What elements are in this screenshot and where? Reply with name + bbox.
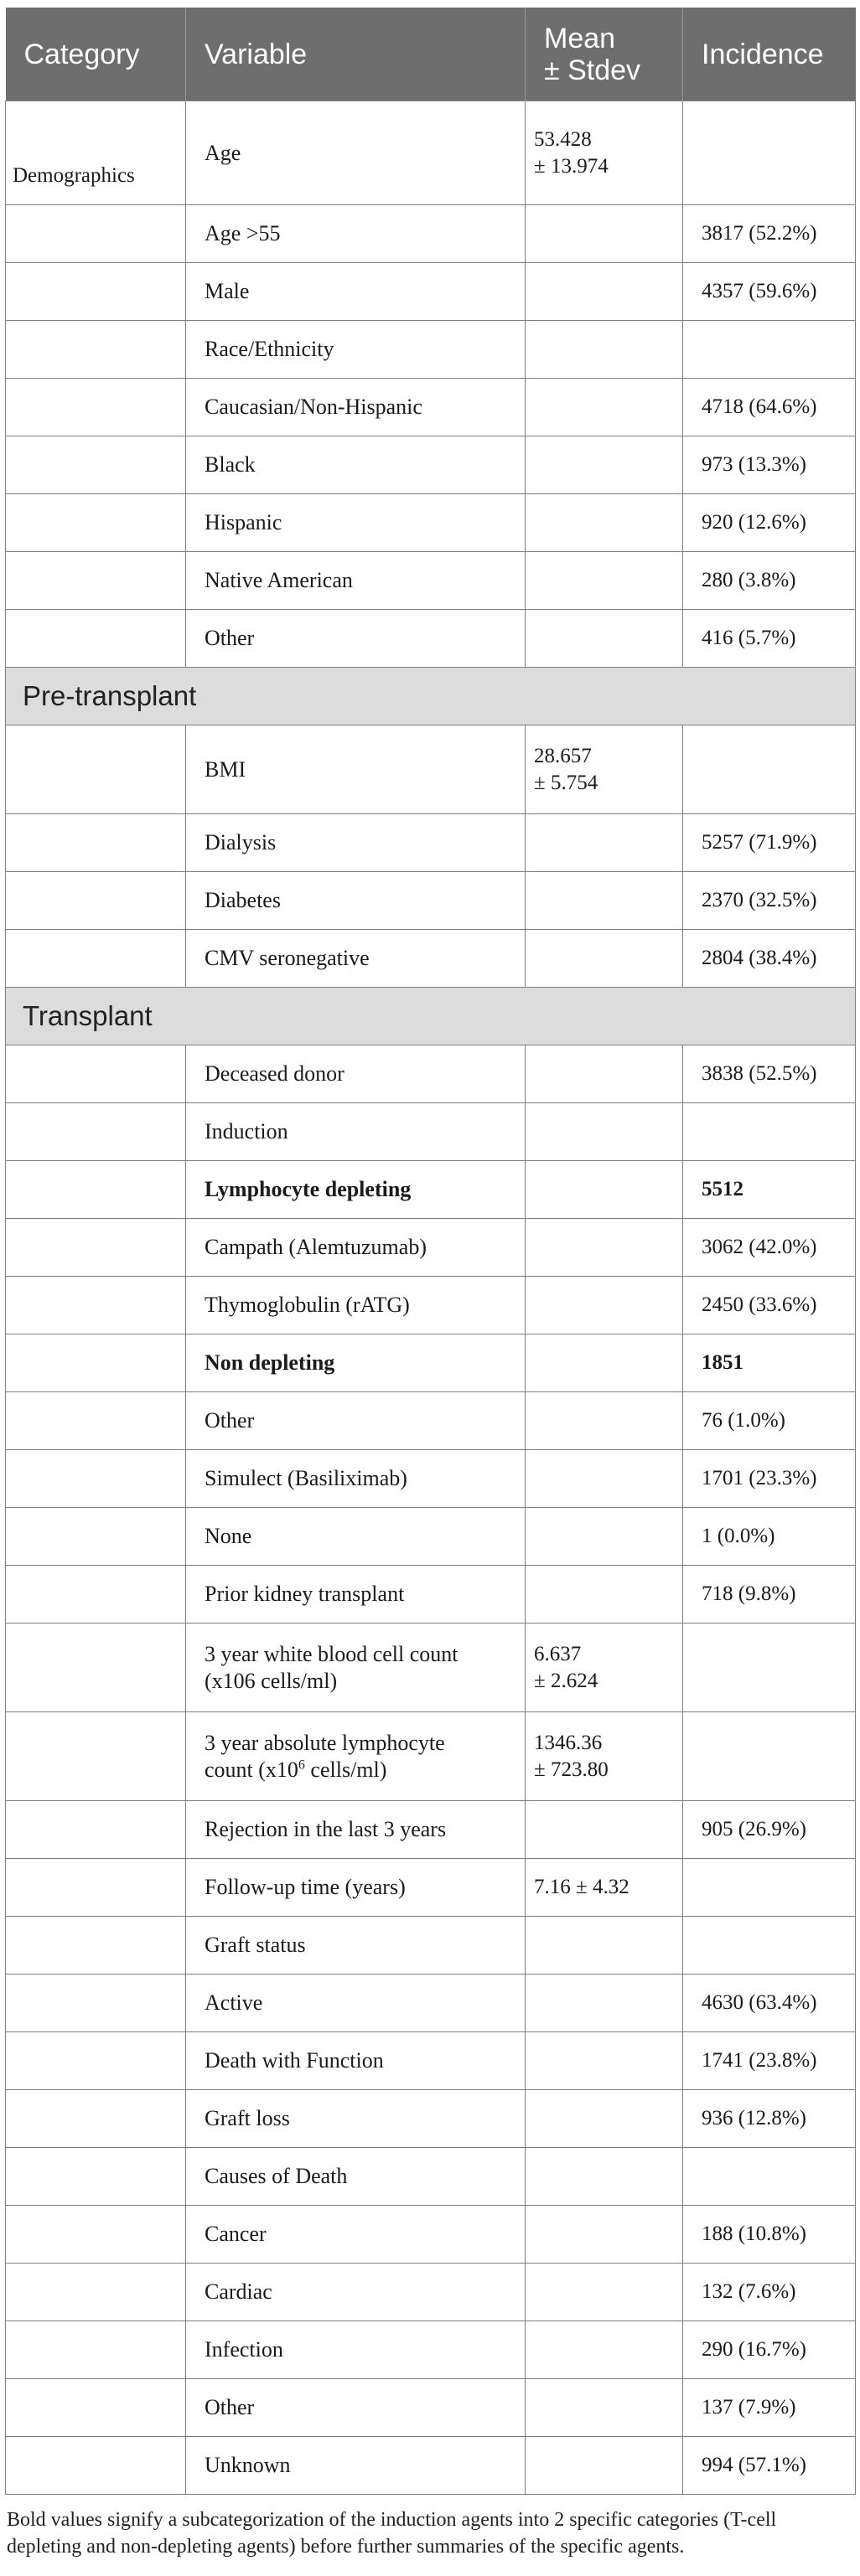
incidence-cell: 994 (57.1%) [683,2437,856,2495]
category-cell [6,725,186,814]
variable-cell: Diabetes [186,872,526,930]
category-cell [6,101,186,205]
mean-cell [526,1917,683,1975]
section-row-pretransplant [6,668,856,725]
incidence-cell: 718 (9.8%) [683,1566,856,1624]
table-row [6,725,856,814]
table-row [6,379,856,436]
table-row [6,1103,856,1161]
incidence-cell: 973 (13.3%) [683,436,856,494]
category-cell [6,1392,186,1450]
mean-value: 53.428 [534,127,592,151]
header-row [6,8,856,101]
mean-cell [526,725,683,814]
mean-cell [526,930,683,988]
variable-cell: Induction [186,1103,526,1161]
table-row [6,2379,856,2437]
mean-cell [526,1045,683,1103]
table-row [6,1045,856,1103]
mean-value: 6.637 [534,1642,582,1665]
stdev-value: ± 13.974 [534,154,609,178]
category-cell [6,1103,186,1161]
table-row [6,101,856,205]
variable-cell: Unknown [186,2437,526,2495]
incidence-cell-bold: 5512 [683,1161,856,1219]
incidence-cell: 920 (12.6%) [683,494,856,552]
category-cell [6,1219,186,1277]
incidence-cell: 3838 (52.5%) [683,1045,856,1103]
header-mean-line1: Mean [544,22,616,54]
variable-cell: Other [186,2379,526,2437]
variable-cell: Caucasian/Non-Hispanic [186,379,526,436]
variable-cell: Infection [186,2321,526,2379]
incidence-cell: 137 (7.9%) [683,2379,856,2437]
variable-cell: None [186,1508,526,1566]
table-row [6,2206,856,2264]
incidence-cell [683,1103,856,1161]
table-row [6,436,856,494]
table-row [6,1801,856,1859]
table-row [6,1859,856,1917]
category-cell [6,1450,186,1508]
incidence-cell: 936 (12.8%) [683,2090,856,2148]
incidence-cell: 1741 (23.8%) [683,2032,856,2090]
incidence-cell: 76 (1.0%) [683,1392,856,1450]
table-row [6,1917,856,1975]
data-table [5,8,856,2495]
variable-line1: 3 year white blood cell count [205,1641,458,1666]
incidence-cell: 2450 (33.6%) [683,1277,856,1334]
table-row [6,814,856,872]
table-row [6,930,856,988]
category-cell [6,2437,186,2495]
category-cell [6,436,186,494]
variable-cell: Dialysis [186,814,526,872]
mean-cell [526,1161,683,1219]
mean-cell [526,205,683,263]
category-cell [6,1975,186,2032]
variable-cell: Simulect (Basiliximab) [186,1450,526,1508]
variable-cell: Native American [186,552,526,610]
incidence-cell: 2804 (38.4%) [683,930,856,988]
variable-cell: Graft status [186,1917,526,1975]
table-row [6,2032,856,2090]
category-cell [6,2206,186,2264]
variable-cell: Cardiac [186,2264,526,2321]
section-row-transplant [6,988,856,1045]
category-cell [6,1161,186,1219]
mean-cell [526,2379,683,2437]
variable-cell: Age >55 [186,205,526,263]
table-row [6,1334,856,1392]
category-cell [6,1334,186,1392]
category-cell [6,1859,186,1917]
mean-cell [526,552,683,610]
variable-cell: Thymoglobulin (rATG) [186,1277,526,1334]
mean-cell [526,2032,683,2090]
mean-cell [526,436,683,494]
incidence-cell [683,1624,856,1712]
header-mean-line2: ± Stdev [544,54,641,86]
mean-cell [526,1801,683,1859]
mean-cell [526,814,683,872]
category-cell [6,872,186,930]
incidence-cell: 905 (26.9%) [683,1801,856,1859]
mean-cell [526,1219,683,1277]
mean-cell [526,1103,683,1161]
table-row [6,1392,856,1450]
incidence-cell: 4718 (64.6%) [683,379,856,436]
variable-line2-pre: count (x10 [205,1757,298,1782]
incidence-cell: 5257 (71.9%) [683,814,856,872]
table-row [6,1975,856,2032]
mean-cell [526,1392,683,1450]
table-row [6,205,856,263]
table-row [6,1277,856,1334]
category-cell [6,930,186,988]
table-row [6,1566,856,1624]
incidence-cell: 1 (0.0%) [683,1508,856,1566]
category-cell [6,205,186,263]
mean-cell [526,2148,683,2206]
variable-cell: Hispanic [186,494,526,552]
category-cell [6,1917,186,1975]
incidence-cell: 416 (5.7%) [683,610,856,668]
mean-cell [526,2264,683,2321]
variable-cell: Causes of Death [186,2148,526,2206]
variable-cell: Active [186,1975,526,2032]
incidence-cell-bold: 1851 [683,1334,856,1392]
category-cell [6,2148,186,2206]
table-row [6,2148,856,2206]
variable-cell: Follow-up time (years) [186,1859,526,1917]
incidence-cell: 4630 (63.4%) [683,1975,856,2032]
variable-cell [186,1624,526,1712]
category-cell [6,1508,186,1566]
stdev-value: ± 5.754 [534,771,598,794]
incidence-cell: 2370 (32.5%) [683,872,856,930]
category-cell [6,1624,186,1712]
incidence-cell: 1701 (23.3%) [683,1450,856,1508]
category-demographics: Demographics [13,164,135,187]
category-cell [6,494,186,552]
incidence-cell: 4357 (59.6%) [683,263,856,321]
variable-cell: Graft loss [186,2090,526,2148]
variable-cell: Rejection in the last 3 years [186,1801,526,1859]
incidence-cell: 132 (7.6%) [683,2264,856,2321]
table-footnote: Bold values signify a subcategorization of the induction agents into 2 specific categories (T-cell depleting and non-depleting agents) before further summaries of the specific agents. [7,2509,777,2558]
table-row [6,494,856,552]
variable-cell: BMI [186,725,526,814]
incidence-cell [683,1859,856,1917]
table-row [6,610,856,668]
table-row [6,1161,856,1219]
incidence-cell [683,321,856,379]
incidence-cell: 290 (16.7%) [683,2321,856,2379]
incidence-cell [683,101,856,205]
table-row [6,2090,856,2148]
mean-cell [526,1334,683,1392]
mean-value: 28.657 [534,744,592,767]
header-variable: Variable [186,8,526,101]
variable-cell: Campath (Alemtuzumab) [186,1219,526,1277]
category-cell [6,552,186,610]
category-cell [6,1801,186,1859]
category-cell [6,321,186,379]
mean-cell [526,872,683,930]
table-container [5,8,855,2560]
category-cell [6,1277,186,1334]
variable-line2-post: cells/ml) [304,1757,387,1782]
mean-cell [526,2437,683,2495]
variable-cell [186,1712,526,1801]
mean-cell [526,2321,683,2379]
mean-cell [526,1712,683,1801]
mean-cell [526,1277,683,1334]
section-title: Pre-transplant [6,668,856,725]
table-row [6,1712,856,1801]
mean-cell [526,321,683,379]
incidence-cell: 280 (3.8%) [683,552,856,610]
category-cell [6,1712,186,1801]
category-cell [6,2264,186,2321]
variable-cell: Cancer [186,2206,526,2264]
incidence-cell: 3062 (42.0%) [683,1219,856,1277]
variable-cell: CMV seronegative [186,930,526,988]
incidence-cell [683,1917,856,1975]
category-cell [6,2321,186,2379]
mean-cell [526,263,683,321]
variable-line2: (x106 cells/ml) [205,1668,338,1693]
mean-cell [526,1508,683,1566]
header-category: Category [6,8,186,101]
category-cell [6,263,186,321]
incidence-cell: 188 (10.8%) [683,2206,856,2264]
mean-cell: 7.16 ± 4.32 [526,1859,683,1917]
header-mean [526,8,683,101]
category-cell [6,2032,186,2090]
variable-cell: Age [186,101,526,205]
incidence-cell [683,1712,856,1801]
variable-cell-bold: Lymphocyte depleting [186,1161,526,1219]
table-row [6,872,856,930]
category-cell [6,379,186,436]
variable-cell: Black [186,436,526,494]
table-row [6,1624,856,1712]
section-title: Transplant [6,988,856,1045]
mean-cell [526,610,683,668]
mean-cell [526,1624,683,1712]
table-row [6,2264,856,2321]
mean-cell [526,494,683,552]
table-row [6,1450,856,1508]
variable-cell: Deceased donor [186,1045,526,1103]
mean-cell [526,1450,683,1508]
table-row [6,2321,856,2379]
variable-cell: Prior kidney transplant [186,1566,526,1624]
category-cell [6,610,186,668]
mean-cell [526,379,683,436]
variable-cell-bold: Non depleting [186,1334,526,1392]
variable-line1: 3 year absolute lymphocyte [205,1730,445,1755]
category-cell [6,814,186,872]
incidence-cell: 3817 (52.2%) [683,205,856,263]
category-cell [6,2090,186,2148]
table-row [6,1219,856,1277]
table-row [6,552,856,610]
category-cell [6,2379,186,2437]
header-incidence: Incidence [683,8,856,101]
incidence-cell [683,725,856,814]
variable-cell: Race/Ethnicity [186,321,526,379]
superscript: 6 [298,1757,305,1772]
variable-cell: Death with Function [186,2032,526,2090]
table-row [6,321,856,379]
mean-value: 1346.36 [534,1731,603,1754]
variable-cell: Male [186,263,526,321]
category-cell [6,1566,186,1624]
mean-cell [526,2090,683,2148]
mean-cell [526,2206,683,2264]
mean-cell [526,1975,683,2032]
stdev-value: ± 723.80 [534,1758,609,1781]
category-cell [6,1045,186,1103]
table-row [6,1508,856,1566]
table-row [6,263,856,321]
variable-cell: Other [186,610,526,668]
mean-cell [526,101,683,205]
mean-cell [526,1566,683,1624]
incidence-cell [683,2148,856,2206]
stdev-value: ± 2.624 [534,1669,598,1692]
variable-cell: Other [186,1392,526,1450]
table-row [6,2437,856,2495]
